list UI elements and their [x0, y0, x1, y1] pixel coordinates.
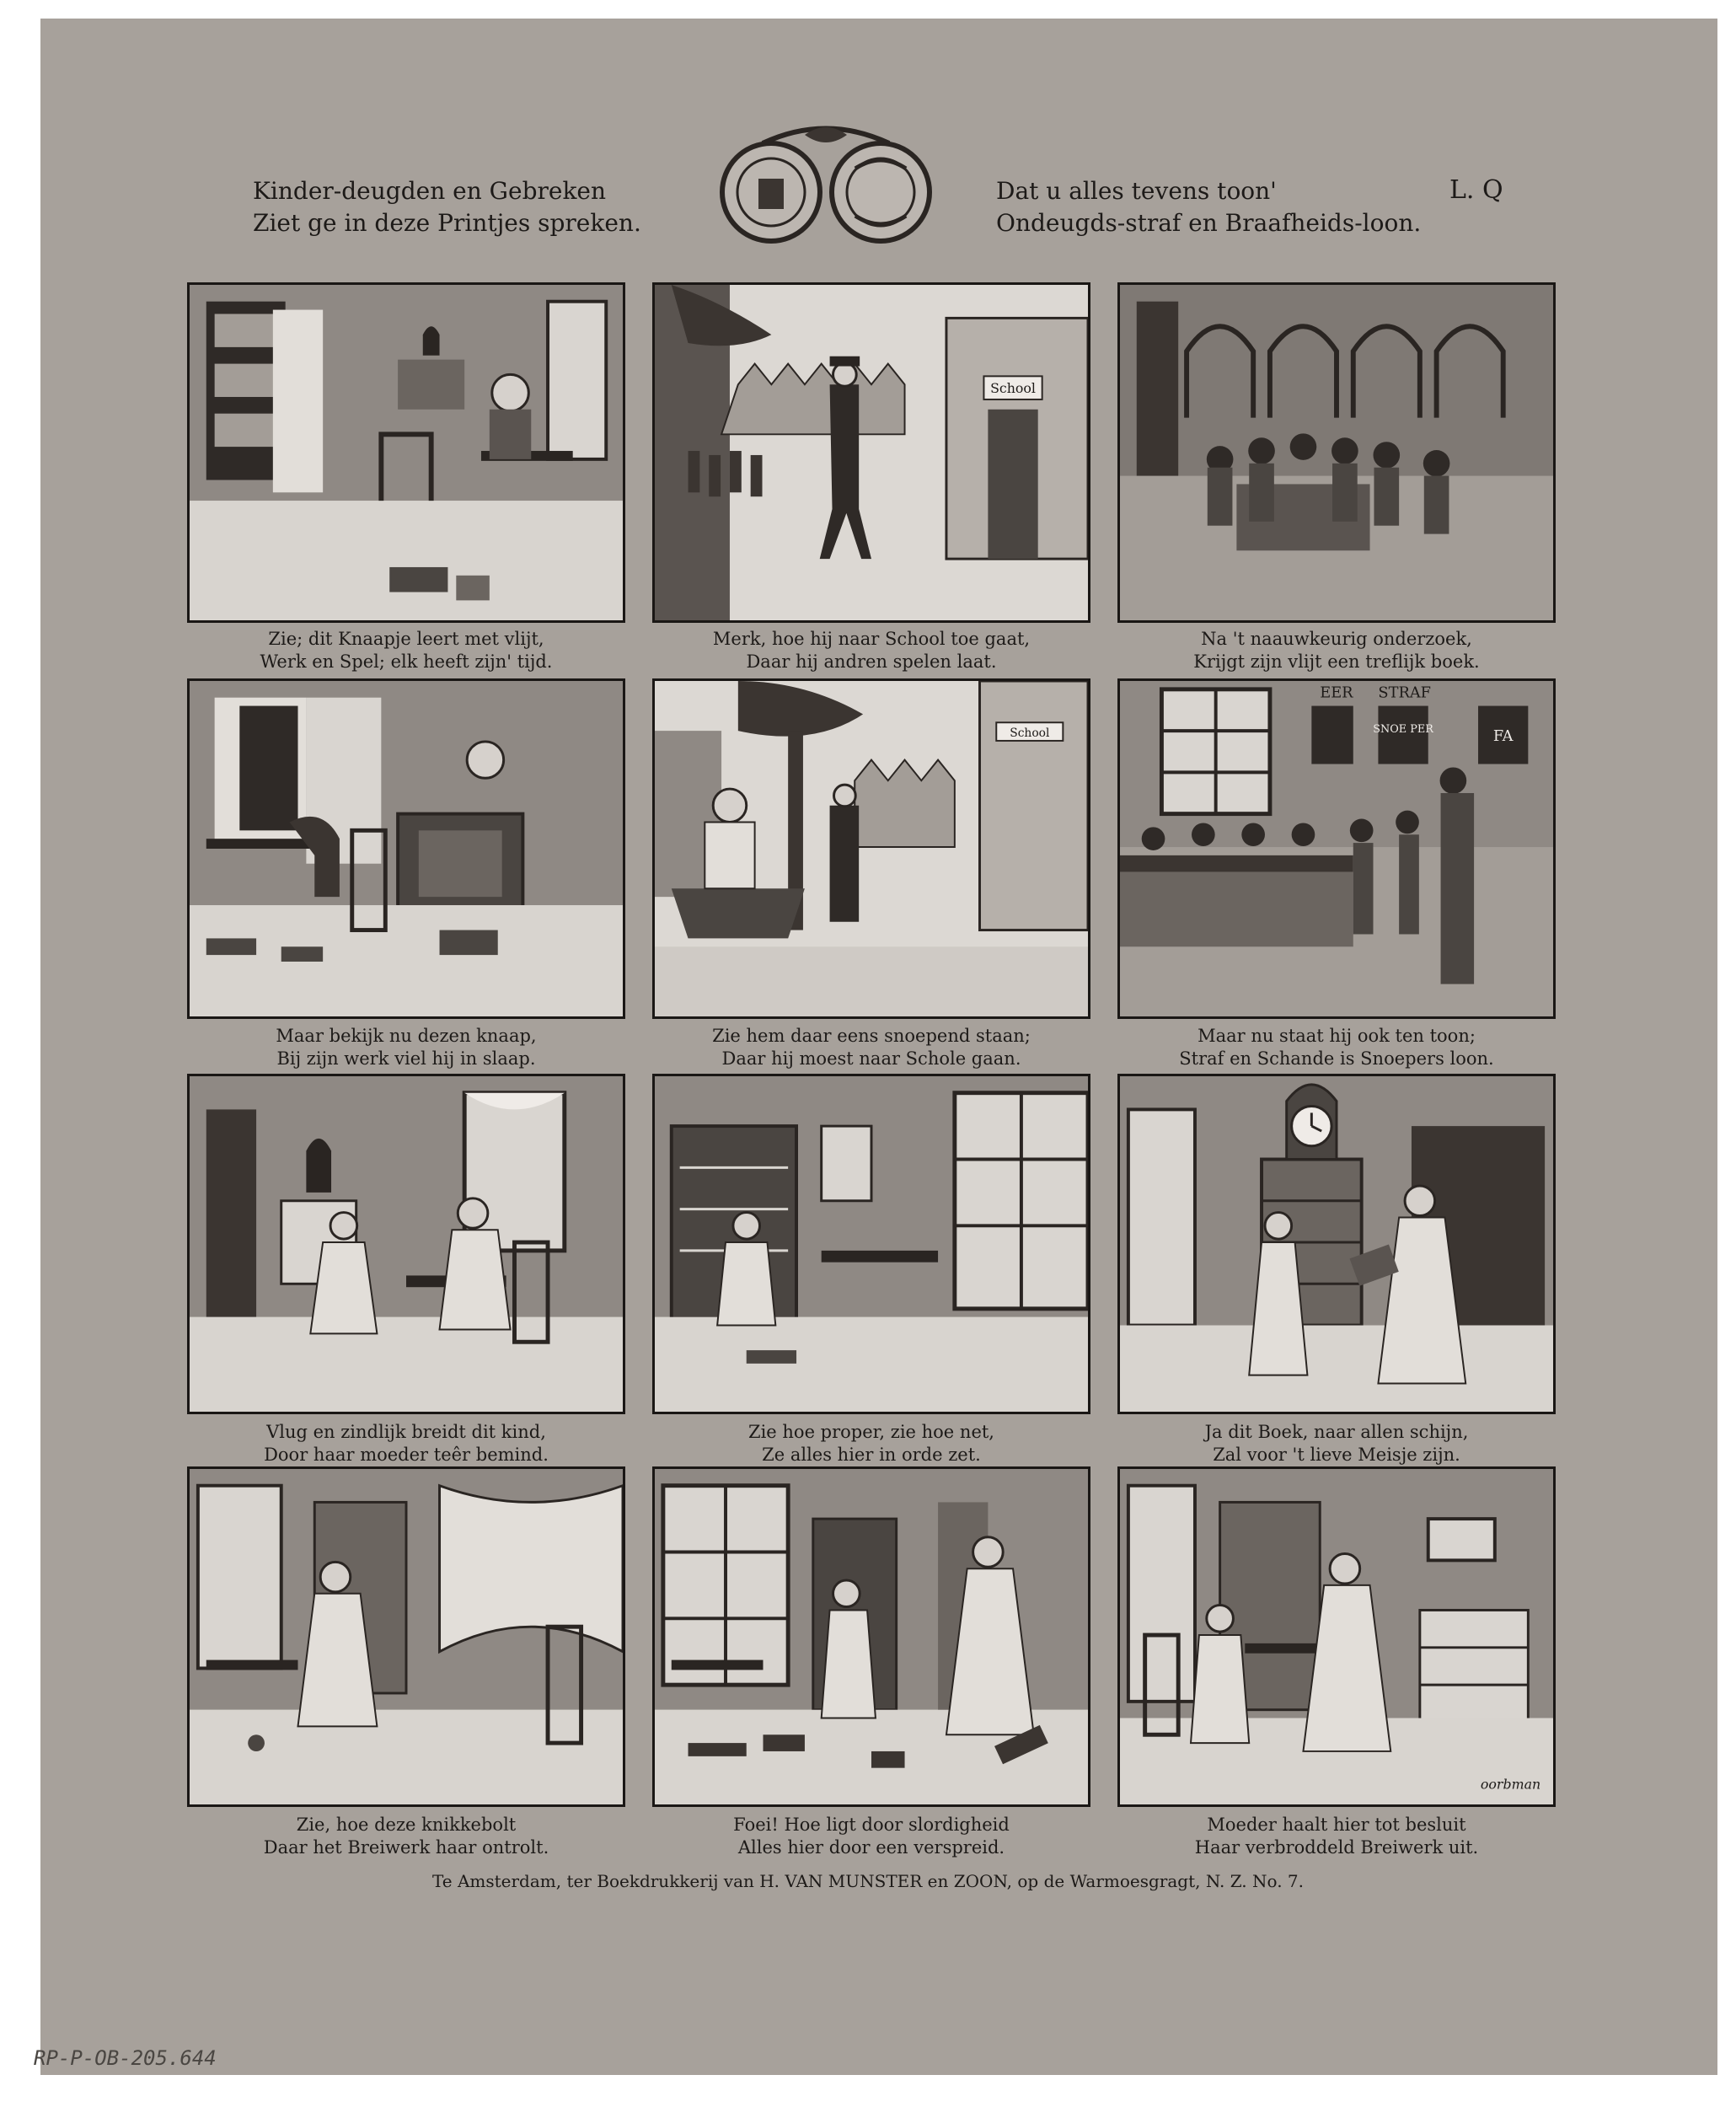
panel-2-boy-walking-to-school	[652, 282, 1090, 623]
caption-10-line-2: Daar het Breiwerk haar ontrolt.	[263, 1837, 549, 1858]
caption-8-line-1: Zie hoe proper, zie hoe net,	[748, 1422, 994, 1442]
board-snoeper-label: SNOE PER	[1373, 723, 1433, 737]
panel-10-girl-dozing	[187, 1466, 625, 1807]
caption-4-line-2: Bij zijn werk viel hij in slaap.	[276, 1048, 536, 1069]
caption-7-line-2: Door haar moeder teêr bemind.	[264, 1445, 549, 1465]
caption-6-line-1: Maar nu staat hij ook ten toon;	[1198, 1026, 1476, 1046]
caption-panel-1	[179, 628, 634, 673]
board-fa-label: FA	[1492, 727, 1514, 745]
school-sign-text-2: School	[1010, 726, 1050, 740]
caption-11-line-1: Foei! Hoe ligt door slordigheid	[733, 1815, 1010, 1835]
header-left-line-1: Kinder-deugden en Gebreken	[253, 177, 607, 205]
printer-imprint: Te Amsterdam, ter Boekdrukkerij van H. VAN MUNSTER en ZOON, op de Warmoesgragt, N. Z. No. 7.	[431, 1871, 1305, 1891]
panel-4-boy-asleep	[187, 678, 625, 1019]
caption-5-line-1: Zie hem daar eens snoepend staan;	[712, 1026, 1031, 1046]
caption-panel-5	[644, 1025, 1099, 1070]
panel-6-punishment-board	[1117, 678, 1556, 1019]
header-left-line-2: Ziet ge in deze Printjes spreken.	[253, 209, 641, 237]
caption-panel-8	[644, 1421, 1099, 1466]
panel-9-girl-receives-book	[1117, 1074, 1556, 1414]
caption-1-line-1: Zie; dit Knaapje leert met vlijt,	[268, 629, 544, 649]
header-right-line-1: Dat u alles tevens toon'	[996, 177, 1277, 205]
panel-12-mother-inspects-knitting	[1117, 1466, 1556, 1807]
caption-2-line-2: Daar hij andren spelen laat.	[746, 651, 997, 672]
caption-12-line-1: Moeder haalt hier tot besluit	[1207, 1815, 1466, 1835]
panel-5-boy-buying-sweets	[652, 678, 1090, 1019]
caption-12-line-2: Haar verbroddeld Breiwerk uit.	[1194, 1837, 1479, 1858]
caption-3-line-1: Na 't naauwkeurig onderzoek,	[1201, 629, 1472, 649]
caption-8-line-2: Ze alles hier in orde zet.	[762, 1445, 981, 1465]
caption-panel-9	[1109, 1421, 1564, 1466]
publisher-emblem	[704, 118, 948, 249]
panel-8-girl-tidying-cupboard	[652, 1074, 1090, 1414]
caption-9-line-1: Ja dit Boek, naar allen schijn,	[1204, 1422, 1469, 1442]
panel-1-boy-studying	[187, 282, 625, 623]
caption-panel-10	[179, 1814, 634, 1859]
header-verse-right	[996, 175, 1421, 239]
panel-7-girl-knitting	[187, 1074, 625, 1414]
engraver-signature: oorbman	[1480, 1776, 1541, 1793]
board-eer-label: EER	[1320, 684, 1353, 702]
caption-11-line-2: Alles hier door een verspreid.	[737, 1837, 1005, 1858]
caption-7-line-1: Vlug en zindlijk breidt dit kind,	[266, 1422, 546, 1442]
caption-5-line-2: Daar hij moest naar Schole gaan.	[721, 1048, 1021, 1069]
caption-10-line-1: Zie, hoe deze knikkebolt	[296, 1815, 517, 1835]
sheet-reference-mark: L. Q	[1449, 175, 1503, 205]
caption-panel-4	[179, 1025, 634, 1070]
caption-1-line-2: Werk en Spel; elk heeft zijn' tijd.	[260, 651, 553, 672]
caption-panel-7	[179, 1421, 634, 1466]
caption-panel-6	[1109, 1025, 1564, 1070]
caption-4-line-1: Maar bekijk nu dezen knaap,	[276, 1026, 537, 1046]
caption-panel-12	[1109, 1814, 1564, 1859]
board-straf-label: STRAF	[1378, 684, 1432, 702]
inventory-number: RP-P-OB-205.644	[34, 2046, 217, 2070]
header-right-line-2: Ondeugds-straf en Braafheids-loon.	[996, 209, 1422, 237]
panel-11-messy-room	[652, 1466, 1090, 1807]
caption-panel-2	[644, 628, 1099, 673]
caption-panel-3	[1109, 628, 1564, 673]
header-verse-left	[253, 175, 641, 239]
caption-2-line-1: Merk, hoe hij naar School toe gaat,	[712, 629, 1031, 649]
caption-6-line-2: Straf en Schande is Snoepers loon.	[1179, 1048, 1494, 1069]
caption-panel-11	[644, 1814, 1099, 1859]
caption-9-line-2: Zal voor 't lieve Meisje zijn.	[1213, 1445, 1460, 1465]
caption-3-line-2: Krijgt zijn vlijt een treflijk boek.	[1193, 651, 1480, 672]
school-sign-text: School	[990, 380, 1036, 397]
panel-3-book-award	[1117, 282, 1556, 623]
